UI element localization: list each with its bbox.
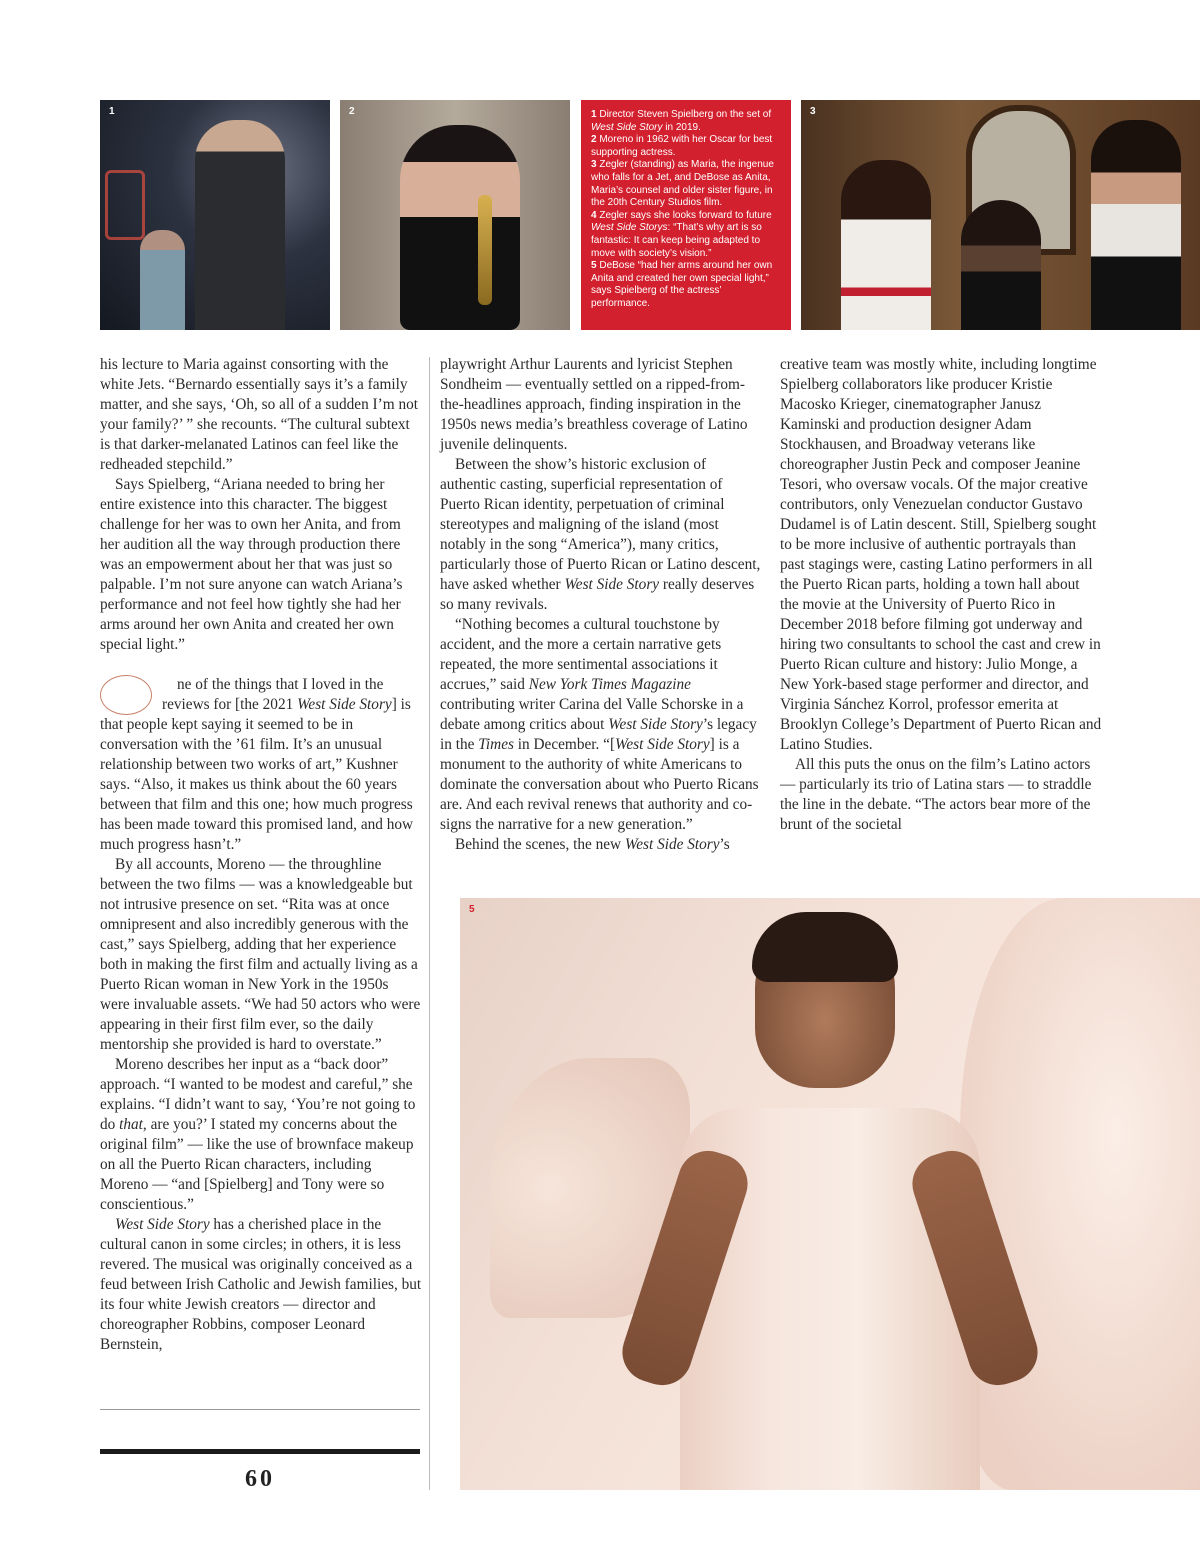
page-number: 60: [245, 1466, 275, 1492]
paragraph: All this puts the onus on the film’s Latino actors — particularly its trio of Latina stars — to straddle the line in the debate. “The actors bear more of the brunt of the societal: [780, 756, 1092, 833]
photo-spielberg-on-set: [100, 100, 330, 330]
photo-number: 1: [109, 106, 115, 117]
hair: [752, 912, 898, 982]
figure-moreno: [140, 230, 185, 330]
oscar-statuette: [478, 195, 492, 305]
paragraph: West Side Story has a cherished place in the cultural canon in some circles; in others, it is less revered. The musical was originally conceived as a feud between Irish Catholic and Jewish families, but its four white Jewish creators — director and choreographer Robbins, composer Leonard Bernstein,: [100, 1216, 422, 1353]
paragraph: Between the show’s historic exclusion of authentic casting, superficial representation of Puerto Rican identity, perpetuation of criminal stereotypes and maligning of the island (most notably in the song “America”), many critics, particularly those of Puerto Rican or Latino descent, have asked whether West Side Story really deserves so many revivals.: [440, 456, 761, 613]
paragraph: his lecture to Maria against consorting with the white Jets. “Bernardo essentially says it’s a family matter, and she says, ‘Oh, so all of a sudden I’m not your family?’ ” she recounts. “The cultural subtext is that darker-melanated Latinos can feel like the redheaded stepchild.”: [100, 356, 419, 473]
caption-item: 3 Zegler (standing) as Maria, the ingenue who falls for a Jet, and DeBose as Anita, Maria’s counsel and older sister figure, in the 20th Century Studios film.: [591, 159, 774, 209]
figure-girl-seated: [961, 200, 1041, 330]
caption-item: 5 DeBose “had her arms around her own Anita and created her own special light,” says Spielberg of the actress’ performance.: [591, 260, 773, 309]
photo-moreno-oscar: [340, 100, 570, 330]
figure-moreno: [400, 125, 520, 330]
paragraph-dropcap: ne of the things that I loved in the reviews for [the 2021 West Side Story] is that people kept saying it seemed to be in conversation with the ’61 film. It’s an unusual relationship between two works of art,” Kushner says. “Also, it makes us think about the 60 years between that film and this one; how much progress has been made toward this promised land, and how much progress hasn’t.”: [100, 676, 414, 853]
photo-debose-portrait: [460, 898, 1200, 1490]
article-column-2: [440, 355, 762, 855]
paragraph: “Nothing becomes a cultural touchstone by accident, and the more a certain narrative gets repeated, the more sentimental associations it accrues,” said New York Times Magazine contributing writer Carina del Valle Schorske in a debate among critics about West Side Story’s legacy in the Times in December. “[West Side Story] is a monument to the authority of white Americans to dominate the conversation about who Puerto Ricans are. And each revival renews that authority and co-signs the narrative for a new generation.”: [440, 616, 759, 833]
cape-right: [960, 898, 1200, 1490]
neon-sign: [105, 170, 145, 240]
figure-spielberg: [195, 120, 285, 330]
paragraph: By all accounts, Moreno — the throughline between the two films — was a knowledgeable but not intrusive presence on set. “Rita was at once omnipresent and also incredibly generous with the cast,” says Spielberg, adding that her experience both in making the first film and actually living as a Puerto Rican woman in New York in the 1950s were invaluable assets. “We had 50 actors who were appearing in their first film ever, so the daily mentorship she provided is hard to overstate.”: [100, 856, 421, 1053]
figure-girl-left: [841, 160, 931, 330]
dropcap-o-ring: [100, 675, 152, 715]
paragraph: Behind the scenes, the new West Side Story’s: [455, 836, 730, 853]
footer-thick-rule: [100, 1449, 420, 1454]
figure-zegler-standing: [1091, 120, 1181, 330]
article-column-3: [780, 355, 1102, 835]
photo-number: 5: [469, 904, 475, 915]
photo-number: 3: [810, 106, 816, 117]
paragraph: creative team was mostly white, including longtime Spielberg collaborators like producer Kristie Macosko Krieger, cinematographer Janusz Kaminski and production designer Adam Stockhausen, and Broadway veterans like choreographer Justin Peck and composer Jeanine Tesori, who oversaw vocals. Of the major creative contributors, only Venezuelan conductor Gustavo Dudamel is of Latin descent. Still, Spielberg sought to be more inclusive of authentic portrayals than past stagings were, casting Latino performers in all the Puerto Rican parts, holding a town hall about the movie at the University of Puerto Rico in December 2018 before filming got underway and hiring two consultants to school the cast and crew in Puerto Rican culture and history: Julio Monge, a New York-based stage performer and director, and Virginia Sánchez Korrol, professor emerita at Brooklyn College’s Department of Puerto Rican and Latino Studies.: [780, 356, 1102, 753]
column-divider: [429, 357, 430, 1490]
photo-zegler-debose-mirror: [801, 100, 1200, 330]
footer-thin-rule: [100, 1409, 420, 1410]
photo-number: 2: [349, 106, 355, 117]
article-column-1: [100, 355, 422, 1355]
photo-captions: [581, 100, 791, 330]
paragraph: Moreno describes her input as a “back door” approach. “I wanted to be modest and careful,” she explains. “I didn’t want to say, ‘You’re not going to do that, are you?’ I stated my concerns about the original film” — like the use of brownface makeup on all the Puerto Rican characters, including Moreno — “and [Spielberg] and Tony were so conscientious.”: [100, 1056, 416, 1213]
caption-item: 1 Director Steven Spielberg on the set of West Side Story in 2019.: [591, 109, 772, 133]
paragraph: playwright Arthur Laurents and lyricist Stephen Sondheim — eventually settled on a ripped-from-the-headlines approach, finding inspiration in the 1950s news media’s breathless coverage of Latino juvenile delinquents.: [440, 356, 748, 453]
caption-item: 2 Moreno in 1962 with her Oscar for best supporting actress.: [591, 134, 773, 158]
caption-item: 4 Zegler says she looks forward to future West Side Storys: “That’s why art is so fantastic: It can keep being adapted to move with society’s vision.”: [591, 209, 772, 259]
paragraph: Says Spielberg, “Ariana needed to bring her entire existence into this character. The biggest challenge for her was to own her Anita, and from her audition all the way through production there was an empowerment about her that was just so palpable. I’m not sure anyone can watch Ariana’s performance and not feel how tightly she had her arms around her own Anita and created her own special light.”: [100, 476, 403, 653]
